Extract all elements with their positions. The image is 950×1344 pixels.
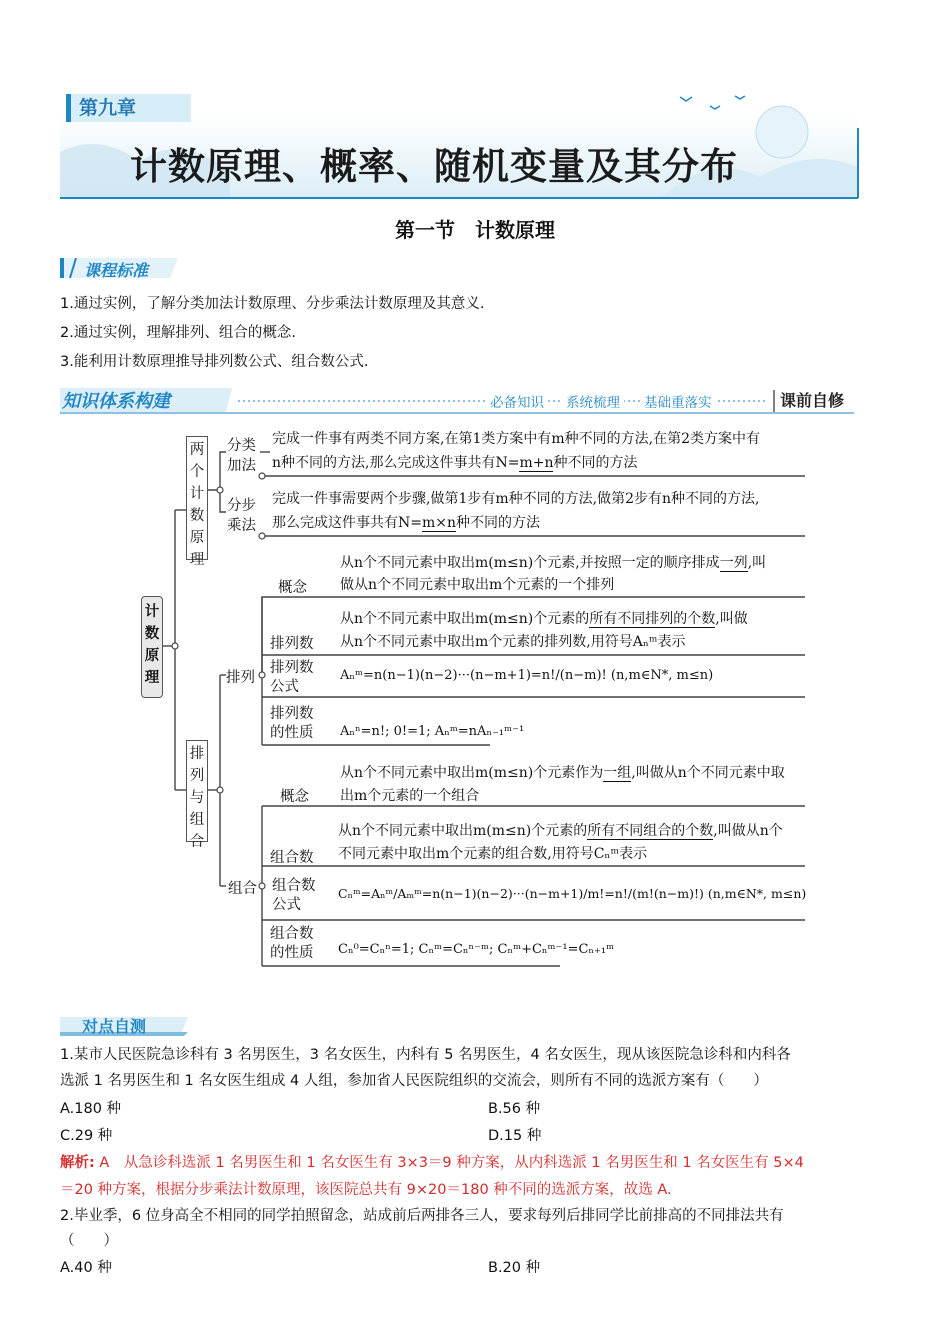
pailie-concept-2: 做从n个不同元素中取出m个元素的一个排列 <box>340 577 615 593</box>
fenlei-text-2b: 种不同的方法 <box>553 455 638 471</box>
course-standard-tag: 课程标准 <box>84 261 149 280</box>
zuhe-concept-1 <box>340 762 785 782</box>
zuhe-count-1b: ,叫做从n个 <box>713 823 783 839</box>
zuhe-concept-2: 出m个元素的一个组合 <box>340 788 480 804</box>
q2-option-b[interactable]: B.20 种 <box>488 1260 541 1276</box>
pailie-count-1a: 从n个不同元素中取出m(m≤n)个元素的 <box>340 611 590 627</box>
mindmap-root: 计数原理 <box>141 596 163 698</box>
pailie-count-label: 排列数 <box>270 636 314 652</box>
zuhe-count-2: 不同元素中取出m个元素的组合数,用符号Cₙᵐ表示 <box>338 846 648 862</box>
fenlei-text-2 <box>272 452 637 472</box>
pailie-formula-label: 排列数公式 <box>270 660 314 695</box>
q1-analysis-2: ＝20 种方案，根据分步乘法计数原理，该医院总共有 9×20＝180 种不同的选派方案，故选 A. <box>60 1182 672 1198</box>
pailie-count-2: 从n个不同元素中取出m个元素的排列数,用符号Aₙᵐ表示 <box>340 634 686 650</box>
pailie-concept-1 <box>340 552 766 572</box>
mindmap-branch-perm-comb: 排列与组合 <box>186 740 208 842</box>
pailie-concept-1b: ,叫 <box>747 555 767 571</box>
pailie-count-answer: 所有不同排列的个数 <box>589 611 716 627</box>
zuhe-concept-1a: 从n个不同元素中取出m(m≤n)个元素作为 <box>340 765 604 781</box>
q1-analysis-label: 解析: <box>60 1155 95 1171</box>
standard-item-2: 2.通过实例，理解排列、组合的概念. <box>60 325 296 341</box>
fenbu-answer: m×n <box>421 515 457 531</box>
chapter-title: 计数原理、概率、随机变量及其分布 <box>130 144 738 188</box>
standard-item-3: 3.能利用计数原理推导排列数公式、组合数公式. <box>60 354 369 370</box>
q1-option-d[interactable]: D.15 种 <box>488 1128 542 1144</box>
chapter-label: 第九章 <box>66 94 191 122</box>
zuhe-prop: Cₙ⁰=Cₙⁿ=1; Cₙᵐ=Cₙⁿ⁻ᵐ; Cₙᵐ+Cₙᵐ⁻¹=Cₙ₊₁ᵐ <box>338 942 615 957</box>
q1-line-1: 1.某市人民医院急诊科有 3 名男医生，3 名女医生，内科有 5 名男医生，4 名女医生，现从该医院急诊科和内科各 <box>60 1047 791 1063</box>
zuhe-count-label: 组合数 <box>270 850 314 866</box>
fenlei-answer: m+n <box>519 455 554 471</box>
zuhe-prop-label: 组合数的性质 <box>270 926 314 961</box>
fenbu-label: 分步乘法 <box>227 498 256 534</box>
pailie-concept-1a: 从n个不同元素中取出m(m≤n)个元素,并按照一定的顺序排成 <box>340 555 720 571</box>
knowledge-bar-mid-1: 必备知识 <box>486 391 548 411</box>
pailie-concept-label: 概念 <box>278 580 307 596</box>
knowledge-bar-title: 知识体系构建 <box>62 391 170 412</box>
zuhe-count-1a: 从n个不同元素中取出m(m≤n)个元素的 <box>338 823 588 839</box>
standard-item-1: 1.通过实例，了解分类加法计数原理、分步乘法计数原理及其意义. <box>60 296 485 312</box>
q1-line-2: 选派 1 名男医生和 1 名女医生组成 4 人组，参加省人民医院组织的交流会，则所有不同的选派方案有（ ） <box>60 1073 768 1089</box>
zuhe-label: 组合 <box>228 881 257 897</box>
zuhe-formula-label: 组合数公式 <box>272 878 316 913</box>
knowledge-bar-mid-3: 基础重落实 <box>640 391 716 411</box>
pailie-prop: Aₙⁿ=n!; 0!=1; Aₙᵐ=nAₙ₋₁ᵐ⁻¹ <box>340 724 525 739</box>
q2-line-2: （ ） <box>60 1233 118 1249</box>
q1-option-b[interactable]: B.56 种 <box>488 1101 541 1117</box>
fenbu-text-2b: 种不同的方法 <box>456 515 541 531</box>
fenbu-text-2 <box>272 512 540 532</box>
fenbu-text-2a: 那么完成这件事共有N= <box>272 515 422 531</box>
fenlei-label: 分类加法 <box>227 438 256 474</box>
q1-option-c[interactable]: C.29 种 <box>60 1128 113 1144</box>
fenlei-text-2a: n种不同的方法,那么完成这件事共有N= <box>272 455 520 471</box>
zuhe-concept-label: 概念 <box>280 789 309 805</box>
pailie-label: 排列 <box>226 670 255 686</box>
q2-option-a[interactable]: A.40 种 <box>60 1260 112 1276</box>
self-test-tag: 对点自测 <box>82 1017 147 1036</box>
pailie-count-1b: ,叫做 <box>715 611 748 627</box>
mindmap-branch-principles: 两个计数原理 <box>186 436 208 560</box>
pailie-formula: Aₙᵐ=n(n−1)(n−2)···(n−m+1)=n!/(n−m)! (n,m∈N*, m≤n) <box>340 668 714 683</box>
pailie-count-1 <box>340 608 748 628</box>
zuhe-concept-1b: ,叫做从n个不同元素中取 <box>631 765 785 781</box>
knowledge-bar-right: 课前自修 <box>780 391 845 410</box>
fenbu-text-1: 完成一件事需要两个步骤,做第1步有m种不同的方法,做第2步有n种不同的方法, <box>272 491 760 507</box>
q2-line-1: 2.毕业季，6 位身高全不相同的同学拍照留念，站成前后两排各三人，要求每列后排同学比前排高的不同排法共有 <box>60 1208 784 1224</box>
pailie-concept-answer: 一列 <box>719 555 748 571</box>
zuhe-formula: Cₙᵐ=Aₙᵐ/Aₘᵐ=n(n−1)(n−2)···(n−m+1)/m!=n!/(m!(n−m)!) (n,m∈N*, m≤n) <box>338 886 807 901</box>
section-title: 第一节 计数原理 <box>395 218 555 242</box>
q1-analysis-text-1: A 从急诊科选派 1 名男医生和 1 名女医生有 3×3＝9 种方案，从内科选派 1 名男医生和 1 名女医生有 5×4 <box>94 1155 804 1171</box>
zuhe-count-answer: 所有不同组合的个数 <box>587 823 714 839</box>
pailie-prop-label: 排列数的性质 <box>270 706 314 741</box>
q1-analysis-1 <box>60 1151 804 1172</box>
zuhe-count-1 <box>338 820 783 840</box>
fenlei-text-1: 完成一件事有两类不同方案,在第1类方案中有m种不同的方法,在第2类方案中有 <box>272 431 760 447</box>
knowledge-bar-mid-2: 系统梳理 <box>562 391 624 411</box>
q1-option-a[interactable]: A.180 种 <box>60 1101 122 1117</box>
zuhe-concept-answer: 一组 <box>603 765 632 781</box>
